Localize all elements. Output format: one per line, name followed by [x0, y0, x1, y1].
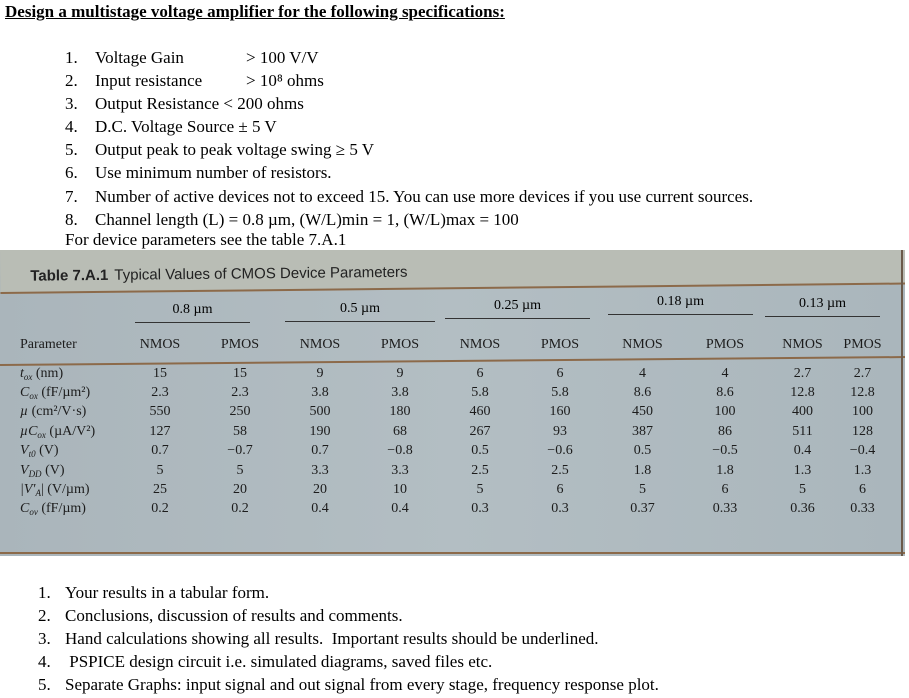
table-cell: 6	[556, 365, 564, 381]
table-cell: 100	[714, 404, 736, 420]
spec-item	[65, 46, 753, 69]
requirement-item	[38, 650, 659, 673]
parameter-subscript: A	[35, 488, 41, 499]
parameter-symbol: V	[20, 462, 29, 478]
table-cell: 0.2	[231, 501, 249, 517]
column-header-pmos: PMOS	[843, 337, 882, 352]
table-cell: 0.36	[790, 501, 815, 517]
parameter-name	[20, 480, 120, 499]
table-cell: 0.33	[850, 501, 875, 517]
table-cell: 250	[229, 404, 251, 420]
parameter-unit: (µA/V²)	[45, 423, 96, 439]
table-cell: −0.5	[712, 443, 738, 459]
spec-item	[65, 185, 753, 208]
column-header-row	[20, 332, 885, 364]
table-cell: 0.4	[391, 501, 409, 517]
column-header-pmos: PMOS	[220, 337, 260, 352]
parameter-unit: (fF/µm²)	[37, 385, 91, 401]
table-cell: 0.4	[793, 443, 812, 459]
table-cell: 20	[313, 482, 327, 498]
item-number: 4.	[38, 652, 51, 672]
requirement-text: Conclusions, discussion of results and comments.	[65, 606, 403, 626]
parameter-symbol: µ	[20, 404, 29, 420]
table-cell: 2.3	[151, 385, 169, 401]
table-cell: 3.3	[311, 462, 329, 478]
table-cell: 0.2	[151, 501, 169, 517]
item-number: 3.	[38, 629, 51, 649]
item-number: 5.	[65, 140, 78, 160]
spec-label: Voltage Gain	[95, 48, 184, 67]
table-cell: 0.4	[311, 501, 329, 517]
parameter-header: Parameter	[20, 337, 77, 352]
table-cell: 4	[721, 365, 729, 381]
table-cell: 5	[476, 482, 484, 498]
table-cell: −0.6	[547, 443, 573, 459]
table-caption-band	[0, 250, 905, 294]
parameter-symbol: |V′	[20, 482, 36, 498]
table-cell: 100	[852, 404, 873, 420]
item-number: 5.	[38, 675, 51, 695]
table-cell: 6	[859, 482, 866, 498]
table-cell: 1.3	[793, 462, 812, 478]
table-cell: 6	[556, 482, 564, 498]
parameter-name	[20, 442, 120, 461]
table-cell: 12.8	[850, 385, 875, 401]
table-cell: 5.8	[471, 385, 489, 401]
table-cell: 20	[233, 482, 247, 498]
parameter-symbol: V	[20, 443, 29, 459]
table-row	[20, 364, 885, 383]
table-cell: 8.6	[633, 385, 652, 401]
item-number: 2.	[65, 71, 78, 91]
spec-value: > 10⁸ ohms	[246, 71, 324, 91]
table-cell: 450	[632, 404, 653, 420]
column-header-nmos: NMOS	[622, 337, 663, 352]
parameter-symbol: µC	[20, 423, 38, 439]
parameter-subscript: t0	[28, 449, 36, 460]
column-header-pmos: PMOS	[380, 337, 420, 352]
group-header-0.8: 0.8 µm	[135, 302, 250, 323]
requirement-text: Separate Graphs: input signal and out signal from every stage, frequency response plot.	[65, 675, 659, 695]
table-cell: 86	[718, 423, 732, 439]
table-cell: 550	[149, 404, 171, 420]
table-cell: 2.3	[231, 385, 249, 401]
spec-label: Output peak to peak voltage swing ≥ 5 V	[95, 140, 375, 160]
table-cell: 0.5	[471, 443, 489, 459]
table-cell: 10	[393, 482, 407, 498]
cmos-parameter-table-photo	[0, 250, 905, 556]
spec-label: Use minimum number of resistors.	[95, 163, 332, 183]
requirement-text: PSPICE design circuit i.e. simulated diagrams, saved files etc.	[65, 652, 493, 672]
table-cell: 68	[393, 423, 407, 439]
table-cell: 3.8	[391, 385, 409, 401]
spec-item	[65, 69, 753, 92]
table-bottom-rule	[0, 552, 905, 554]
table-cell: −0.8	[387, 443, 413, 459]
parameter-name	[20, 422, 120, 441]
table-cell: 5.8	[551, 385, 569, 401]
spec-item	[65, 208, 753, 231]
table-cell: 400	[792, 404, 813, 420]
table-cell: 1.3	[853, 462, 872, 478]
parameter-unit: (fF/µm)	[37, 501, 86, 517]
requirement-text: Your results in a tabular form.	[65, 583, 270, 602]
requirement-text: Hand calculations showing all results. Important results should be underlined.	[65, 629, 599, 649]
parameter-symbol: t	[20, 365, 24, 381]
table-label: Table 7.A.1	[30, 266, 109, 285]
parameter-subscript: ov	[29, 507, 38, 518]
table-row	[20, 403, 885, 422]
table-cell: 25	[153, 482, 167, 498]
table-cell: 2.5	[471, 462, 489, 478]
column-header-nmos: NMOS	[139, 337, 181, 352]
parameter-symbol: C	[20, 385, 30, 401]
column-header-nmos: NMOS	[299, 337, 341, 352]
requirement-item	[38, 627, 659, 650]
table-row	[20, 480, 885, 499]
table-cell: 8.6	[716, 385, 734, 401]
table-cell: 3.3	[391, 462, 409, 478]
item-number: 4.	[65, 117, 78, 137]
table-cell: 128	[852, 423, 873, 439]
group-header-0.18: 0.18 µm	[608, 294, 753, 315]
table-cell: 0.3	[471, 501, 489, 517]
table-cell: 500	[309, 404, 331, 420]
table-cell: 511	[792, 423, 813, 439]
parameter-unit: (V)	[41, 462, 65, 478]
column-header-pmos: PMOS	[540, 337, 580, 352]
page-edge	[901, 250, 903, 556]
item-number: 1.	[65, 48, 78, 67]
parameter-unit: (V)	[35, 443, 59, 459]
spec-value: > 100 V/V	[246, 48, 319, 67]
item-number: 7.	[65, 186, 78, 206]
spec-label: Channel length (L) = 0.8 µm, (W/L)min = 1, (W/L)max = 100	[95, 209, 519, 229]
item-number: 2.	[38, 606, 51, 626]
parameter-unit: (cm²/V·s)	[28, 404, 87, 420]
table-cell: 0.37	[630, 501, 655, 517]
requirements-list	[38, 581, 659, 696]
parameter-unit: | (V/µm)	[40, 482, 90, 498]
table-caption	[30, 264, 407, 285]
group-header-0.5: 0.5 µm	[285, 301, 435, 322]
table-cell: 5	[236, 462, 244, 478]
table-cell: 387	[632, 423, 653, 439]
table-row	[20, 422, 885, 441]
table-cell: 9	[396, 365, 404, 381]
spec-label: Output Resistance < 200 ohms	[95, 94, 304, 114]
table-cell: 9	[316, 365, 324, 381]
parameter-name	[20, 383, 120, 402]
spec-label: Input resistance	[95, 71, 203, 91]
table-cell: 180	[389, 404, 411, 420]
document-title	[5, 2, 505, 22]
item-number: 3.	[65, 94, 78, 114]
table-cell: 2.7	[793, 365, 812, 381]
table-cell: 5	[156, 462, 164, 478]
column-header-nmos: NMOS	[459, 337, 501, 352]
table-row	[20, 383, 885, 402]
table-reference-note: For device parameters see the table 7.A.1	[65, 230, 347, 249]
table-cell: 0.5	[633, 443, 652, 459]
item-number: 6.	[65, 163, 78, 183]
spec-label: D.C. Voltage Source ± 5 V	[95, 117, 277, 137]
table-cell: 0.7	[151, 443, 169, 459]
requirement-item	[38, 673, 659, 696]
table-cell: 0.3	[551, 501, 569, 517]
item-number: 8.	[65, 209, 78, 229]
table-cell: 1.8	[633, 462, 652, 478]
group-header-0.25: 0.25 µm	[445, 298, 590, 319]
parameter-subscript: DD	[28, 468, 42, 479]
table-cell: 2.5	[551, 462, 569, 478]
table-row	[20, 442, 885, 461]
table-cell: 190	[309, 423, 331, 439]
table-cell: 15	[233, 365, 247, 381]
table-cell: 460	[469, 404, 491, 420]
spec-item	[65, 138, 753, 161]
parameter-name	[20, 364, 120, 383]
table-cell: −0.4	[849, 443, 876, 459]
specifications-list	[65, 46, 753, 231]
spec-item	[65, 92, 753, 115]
title-colon: :	[499, 2, 505, 21]
table-cell: 12.8	[790, 385, 815, 401]
table-cell: 15	[153, 365, 167, 381]
table-cell: 160	[549, 404, 571, 420]
table-cell: 0.7	[311, 443, 329, 459]
table-row	[20, 461, 885, 480]
table-row	[20, 500, 885, 519]
parameter-unit: (nm)	[32, 365, 64, 381]
table-cell: 6	[476, 365, 484, 381]
parameter-table	[20, 332, 885, 519]
table-cell: 267	[469, 423, 491, 439]
table-cell: 3.8	[311, 385, 329, 401]
table-cell: 93	[553, 423, 567, 439]
table-cell: 5	[639, 482, 646, 498]
parameter-name	[20, 500, 120, 519]
table-cell: 2.7	[853, 365, 872, 381]
table-cell: 1.8	[716, 462, 734, 478]
spec-item	[65, 115, 753, 138]
title-text: Design a multistage voltage amplifier for the following specifications	[5, 2, 500, 21]
parameter-name	[20, 403, 120, 422]
spec-item	[65, 161, 753, 184]
parameter-subscript: ox	[37, 429, 46, 440]
parameter-subscript: ox	[23, 371, 33, 382]
spec-label: Number of active devices not to exceed 15. You can use more devices if you use current sources.	[95, 186, 754, 206]
column-header-nmos: NMOS	[782, 337, 823, 352]
column-header-pmos: PMOS	[705, 337, 745, 352]
table-cell: 5	[799, 482, 806, 498]
parameter-symbol: C	[20, 501, 30, 517]
item-number: 1.	[38, 583, 51, 602]
parameter-name	[20, 461, 120, 480]
table-cell: 58	[233, 423, 247, 439]
group-header-0.13: 0.13 µm	[765, 296, 880, 317]
table-cell: 4	[639, 365, 646, 381]
table-cell: 6	[721, 482, 729, 498]
table-cell: 127	[149, 423, 171, 439]
table-caption-text: Typical Values of CMOS Device Parameters	[114, 263, 408, 284]
requirement-item	[38, 581, 659, 604]
requirement-item	[38, 604, 659, 627]
table-cell: −0.7	[227, 443, 253, 459]
parameter-subscript: ox	[29, 391, 38, 402]
table-cell: 0.33	[712, 501, 738, 517]
